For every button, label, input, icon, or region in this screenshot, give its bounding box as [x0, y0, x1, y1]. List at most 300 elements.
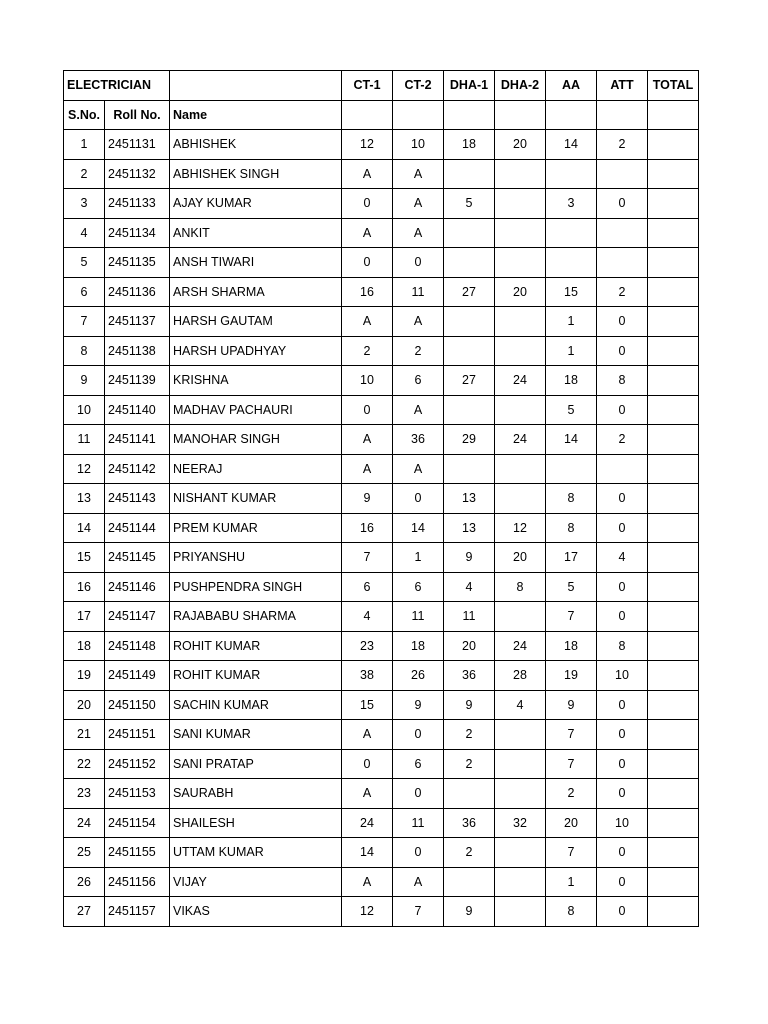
table-row [64, 366, 699, 396]
cell-dha1: 18 [444, 130, 495, 160]
cell-ct1: A [342, 307, 393, 337]
cell-roll: 2451135 [105, 248, 170, 278]
cell-ct1: A [342, 867, 393, 897]
cell-dha1 [444, 159, 495, 189]
cell-dha1: 13 [444, 513, 495, 543]
table-row [64, 749, 699, 779]
cell-dha1 [444, 336, 495, 366]
table-row [64, 248, 699, 278]
cell-name: PRIYANSHU [170, 543, 342, 573]
cell-roll: 2451149 [105, 661, 170, 691]
cell-ct1: A [342, 454, 393, 484]
cell-total [648, 218, 699, 248]
cell-aa [546, 248, 597, 278]
cell-aa: 14 [546, 130, 597, 160]
cell-aa: 2 [546, 779, 597, 809]
cell-total [648, 572, 699, 602]
cell-ct2: A [393, 454, 444, 484]
cell-total [648, 277, 699, 307]
cell-sno: 10 [64, 395, 105, 425]
cell-total [648, 543, 699, 573]
table-row [64, 602, 699, 632]
cell-dha1: 5 [444, 189, 495, 219]
header-total: TOTAL [648, 71, 699, 101]
cell-dha2 [495, 838, 546, 868]
cell-att: 0 [597, 897, 648, 927]
cell-aa: 20 [546, 808, 597, 838]
cell-dha1: 36 [444, 661, 495, 691]
cell-dha2: 4 [495, 690, 546, 720]
cell-dha1: 13 [444, 484, 495, 514]
cell-ct2: 0 [393, 720, 444, 750]
empty-cell [393, 100, 444, 130]
cell-dha2: 12 [495, 513, 546, 543]
cell-total [648, 749, 699, 779]
cell-ct1: 0 [342, 395, 393, 425]
cell-ct2: A [393, 867, 444, 897]
cell-ct2: 11 [393, 277, 444, 307]
cell-dha2: 24 [495, 425, 546, 455]
table-row [64, 572, 699, 602]
cell-name: HARSH GAUTAM [170, 307, 342, 337]
cell-aa: 18 [546, 366, 597, 396]
cell-ct1: 2 [342, 336, 393, 366]
cell-dha2 [495, 779, 546, 809]
cell-aa: 15 [546, 277, 597, 307]
cell-aa: 8 [546, 897, 597, 927]
cell-roll: 2451151 [105, 720, 170, 750]
cell-ct2: 26 [393, 661, 444, 691]
cell-att: 2 [597, 277, 648, 307]
cell-ct2: 7 [393, 897, 444, 927]
table-row [64, 513, 699, 543]
cell-roll: 2451152 [105, 749, 170, 779]
cell-dha2 [495, 218, 546, 248]
cell-total [648, 602, 699, 632]
cell-att: 0 [597, 395, 648, 425]
table-row [64, 189, 699, 219]
cell-dha2 [495, 307, 546, 337]
marks-table [63, 70, 699, 927]
cell-name: PUSHPENDRA SINGH [170, 572, 342, 602]
cell-sno: 9 [64, 366, 105, 396]
cell-sno: 18 [64, 631, 105, 661]
cell-dha2: 24 [495, 366, 546, 396]
cell-sno: 1 [64, 130, 105, 160]
cell-total [648, 425, 699, 455]
cell-sno: 26 [64, 867, 105, 897]
cell-dha2: 20 [495, 130, 546, 160]
cell-roll: 2451134 [105, 218, 170, 248]
cell-dha2 [495, 395, 546, 425]
cell-ct2: 0 [393, 779, 444, 809]
cell-roll: 2451156 [105, 867, 170, 897]
cell-sno: 27 [64, 897, 105, 927]
cell-dha2 [495, 867, 546, 897]
table-row [64, 454, 699, 484]
cell-att: 0 [597, 513, 648, 543]
cell-att: 8 [597, 631, 648, 661]
cell-dha1 [444, 867, 495, 897]
cell-dha1: 20 [444, 631, 495, 661]
cell-name: SHAILESH [170, 808, 342, 838]
cell-ct2: 1 [393, 543, 444, 573]
cell-total [648, 159, 699, 189]
cell-roll: 2451142 [105, 454, 170, 484]
cell-name: NISHANT KUMAR [170, 484, 342, 514]
cell-dha1: 9 [444, 897, 495, 927]
cell-total [648, 838, 699, 868]
cell-roll: 2451140 [105, 395, 170, 425]
cell-roll: 2451138 [105, 336, 170, 366]
cell-roll: 2451143 [105, 484, 170, 514]
header-roll: Roll No. [105, 100, 170, 130]
cell-ct2: 9 [393, 690, 444, 720]
cell-total [648, 248, 699, 278]
cell-name: MANOHAR SINGH [170, 425, 342, 455]
cell-aa: 7 [546, 749, 597, 779]
cell-aa: 17 [546, 543, 597, 573]
table-row [64, 425, 699, 455]
cell-dha1 [444, 307, 495, 337]
cell-name: ARSH SHARMA [170, 277, 342, 307]
cell-sno: 22 [64, 749, 105, 779]
cell-sno: 19 [64, 661, 105, 691]
cell-ct1: 4 [342, 602, 393, 632]
table-row [64, 336, 699, 366]
cell-sno: 17 [64, 602, 105, 632]
cell-ct2: 6 [393, 366, 444, 396]
cell-dha2 [495, 336, 546, 366]
cell-aa: 19 [546, 661, 597, 691]
cell-sno: 21 [64, 720, 105, 750]
cell-sno: 25 [64, 838, 105, 868]
cell-name: SANI PRATAP [170, 749, 342, 779]
cell-ct1: A [342, 779, 393, 809]
cell-ct1: 0 [342, 749, 393, 779]
cell-total [648, 808, 699, 838]
cell-dha2 [495, 248, 546, 278]
cell-aa: 14 [546, 425, 597, 455]
cell-ct1: 23 [342, 631, 393, 661]
cell-name: AJAY KUMAR [170, 189, 342, 219]
cell-name: HARSH UPADHYAY [170, 336, 342, 366]
sheet-title: ELECTRICIAN [64, 71, 170, 101]
cell-roll: 2451144 [105, 513, 170, 543]
cell-att: 0 [597, 720, 648, 750]
table-row [64, 690, 699, 720]
cell-ct1: 0 [342, 189, 393, 219]
cell-ct1: A [342, 218, 393, 248]
table-row [64, 720, 699, 750]
cell-name: KRISHNA [170, 366, 342, 396]
cell-sno: 16 [64, 572, 105, 602]
cell-dha2 [495, 189, 546, 219]
table-row [64, 661, 699, 691]
cell-sno: 6 [64, 277, 105, 307]
cell-dha2 [495, 897, 546, 927]
cell-dha1 [444, 779, 495, 809]
cell-dha1: 27 [444, 366, 495, 396]
table-row [64, 218, 699, 248]
cell-roll: 2451146 [105, 572, 170, 602]
header-aa: AA [546, 71, 597, 101]
cell-ct1: 16 [342, 513, 393, 543]
cell-sno: 15 [64, 543, 105, 573]
cell-att: 0 [597, 572, 648, 602]
cell-dha1: 4 [444, 572, 495, 602]
cell-ct2: 6 [393, 749, 444, 779]
cell-name: PREM KUMAR [170, 513, 342, 543]
header-ct1: CT-1 [342, 71, 393, 101]
cell-aa [546, 218, 597, 248]
cell-sno: 3 [64, 189, 105, 219]
cell-roll: 2451157 [105, 897, 170, 927]
cell-ct1: 16 [342, 277, 393, 307]
cell-ct2: 6 [393, 572, 444, 602]
cell-dha1 [444, 218, 495, 248]
cell-ct2: A [393, 218, 444, 248]
cell-dha1: 9 [444, 543, 495, 573]
cell-aa [546, 159, 597, 189]
table-row [64, 897, 699, 927]
cell-ct1: 12 [342, 897, 393, 927]
cell-name: ABHISHEK SINGH [170, 159, 342, 189]
cell-att: 0 [597, 602, 648, 632]
header-sno: S.No. [64, 100, 105, 130]
cell-name: SACHIN KUMAR [170, 690, 342, 720]
header-dha1: DHA-1 [444, 71, 495, 101]
cell-roll: 2451137 [105, 307, 170, 337]
cell-sno: 11 [64, 425, 105, 455]
cell-ct2: 11 [393, 602, 444, 632]
cell-dha1 [444, 454, 495, 484]
header-name: Name [170, 100, 342, 130]
table-row [64, 307, 699, 337]
cell-att: 0 [597, 749, 648, 779]
cell-name: UTTAM KUMAR [170, 838, 342, 868]
cell-dha2 [495, 720, 546, 750]
cell-total [648, 897, 699, 927]
cell-ct2: A [393, 395, 444, 425]
header-blank-cell [170, 71, 342, 101]
cell-sno: 13 [64, 484, 105, 514]
cell-name: VIJAY [170, 867, 342, 897]
cell-roll: 2451131 [105, 130, 170, 160]
cell-roll: 2451132 [105, 159, 170, 189]
table-row [64, 159, 699, 189]
cell-dha2: 32 [495, 808, 546, 838]
cell-ct2: 11 [393, 808, 444, 838]
cell-ct2: 18 [393, 631, 444, 661]
cell-name: MADHAV PACHAURI [170, 395, 342, 425]
cell-att [597, 454, 648, 484]
cell-sno: 14 [64, 513, 105, 543]
cell-att: 0 [597, 867, 648, 897]
cell-att [597, 248, 648, 278]
table-row [64, 631, 699, 661]
cell-dha1: 29 [444, 425, 495, 455]
cell-roll: 2451150 [105, 690, 170, 720]
cell-ct1: A [342, 425, 393, 455]
cell-total [648, 130, 699, 160]
cell-ct2: A [393, 307, 444, 337]
cell-att: 0 [597, 307, 648, 337]
cell-dha2 [495, 602, 546, 632]
cell-aa: 9 [546, 690, 597, 720]
cell-ct2: 14 [393, 513, 444, 543]
empty-cell [342, 100, 393, 130]
empty-cell [444, 100, 495, 130]
table-row [64, 277, 699, 307]
cell-roll: 2451155 [105, 838, 170, 868]
table-row [64, 543, 699, 573]
cell-ct1: A [342, 159, 393, 189]
cell-aa: 3 [546, 189, 597, 219]
cell-total [648, 720, 699, 750]
cell-name: ROHIT KUMAR [170, 631, 342, 661]
cell-att: 2 [597, 425, 648, 455]
cell-roll: 2451133 [105, 189, 170, 219]
cell-dha1: 2 [444, 720, 495, 750]
cell-total [648, 631, 699, 661]
cell-aa: 18 [546, 631, 597, 661]
cell-aa: 7 [546, 602, 597, 632]
cell-roll: 2451139 [105, 366, 170, 396]
cell-att: 0 [597, 838, 648, 868]
cell-roll: 2451141 [105, 425, 170, 455]
cell-sno: 5 [64, 248, 105, 278]
cell-total [648, 867, 699, 897]
cell-total [648, 690, 699, 720]
cell-att: 0 [597, 484, 648, 514]
cell-dha2 [495, 484, 546, 514]
cell-total [648, 307, 699, 337]
cell-att: 0 [597, 690, 648, 720]
cell-sno: 12 [64, 454, 105, 484]
cell-dha2: 28 [495, 661, 546, 691]
table-row [64, 867, 699, 897]
header-att: ATT [597, 71, 648, 101]
cell-dha2 [495, 749, 546, 779]
cell-dha1: 36 [444, 808, 495, 838]
cell-ct2: 36 [393, 425, 444, 455]
cell-ct2: 0 [393, 484, 444, 514]
cell-name: ROHIT KUMAR [170, 661, 342, 691]
cell-dha1: 2 [444, 749, 495, 779]
cell-att: 4 [597, 543, 648, 573]
table-row [64, 779, 699, 809]
cell-ct1: A [342, 720, 393, 750]
cell-att [597, 218, 648, 248]
cell-att: 2 [597, 130, 648, 160]
cell-att: 0 [597, 336, 648, 366]
table-row [64, 808, 699, 838]
cell-name: RAJABABU SHARMA [170, 602, 342, 632]
empty-cell [495, 100, 546, 130]
cell-aa: 5 [546, 395, 597, 425]
table-row [64, 130, 699, 160]
subheader-row [64, 100, 699, 130]
cell-total [648, 484, 699, 514]
cell-dha1: 2 [444, 838, 495, 868]
cell-dha2: 24 [495, 631, 546, 661]
cell-total [648, 454, 699, 484]
cell-name: ANKIT [170, 218, 342, 248]
cell-ct1: 10 [342, 366, 393, 396]
cell-dha2: 20 [495, 543, 546, 573]
cell-ct1: 14 [342, 838, 393, 868]
cell-ct2: 2 [393, 336, 444, 366]
cell-ct2: 10 [393, 130, 444, 160]
cell-total [648, 189, 699, 219]
cell-aa: 7 [546, 720, 597, 750]
cell-aa: 8 [546, 484, 597, 514]
cell-total [648, 779, 699, 809]
cell-name: NEERAJ [170, 454, 342, 484]
cell-dha1 [444, 248, 495, 278]
cell-aa: 5 [546, 572, 597, 602]
cell-aa [546, 454, 597, 484]
cell-ct1: 15 [342, 690, 393, 720]
cell-roll: 2451136 [105, 277, 170, 307]
cell-roll: 2451154 [105, 808, 170, 838]
cell-roll: 2451147 [105, 602, 170, 632]
cell-sno: 20 [64, 690, 105, 720]
cell-ct2: A [393, 189, 444, 219]
cell-ct1: 38 [342, 661, 393, 691]
cell-roll: 2451145 [105, 543, 170, 573]
cell-name: ANSH TIWARI [170, 248, 342, 278]
table-row [64, 395, 699, 425]
cell-dha1: 9 [444, 690, 495, 720]
cell-dha2 [495, 159, 546, 189]
cell-ct1: 6 [342, 572, 393, 602]
cell-dha2 [495, 454, 546, 484]
cell-sno: 4 [64, 218, 105, 248]
cell-att: 10 [597, 661, 648, 691]
cell-dha1 [444, 395, 495, 425]
cell-ct1: 9 [342, 484, 393, 514]
cell-dha1: 27 [444, 277, 495, 307]
cell-ct2: A [393, 159, 444, 189]
cell-aa: 8 [546, 513, 597, 543]
cell-att: 8 [597, 366, 648, 396]
cell-total [648, 366, 699, 396]
cell-att: 10 [597, 808, 648, 838]
cell-roll: 2451153 [105, 779, 170, 809]
cell-sno: 8 [64, 336, 105, 366]
cell-sno: 7 [64, 307, 105, 337]
cell-sno: 23 [64, 779, 105, 809]
table-row [64, 484, 699, 514]
cell-aa: 1 [546, 867, 597, 897]
empty-cell [597, 100, 648, 130]
cell-att: 0 [597, 779, 648, 809]
empty-cell [648, 100, 699, 130]
cell-name: ABHISHEK [170, 130, 342, 160]
cell-total [648, 661, 699, 691]
header-ct2: CT-2 [393, 71, 444, 101]
cell-ct2: 0 [393, 838, 444, 868]
cell-att [597, 159, 648, 189]
cell-ct1: 12 [342, 130, 393, 160]
cell-dha2: 20 [495, 277, 546, 307]
cell-name: SANI KUMAR [170, 720, 342, 750]
cell-att: 0 [597, 189, 648, 219]
cell-ct1: 0 [342, 248, 393, 278]
table-row [64, 838, 699, 868]
